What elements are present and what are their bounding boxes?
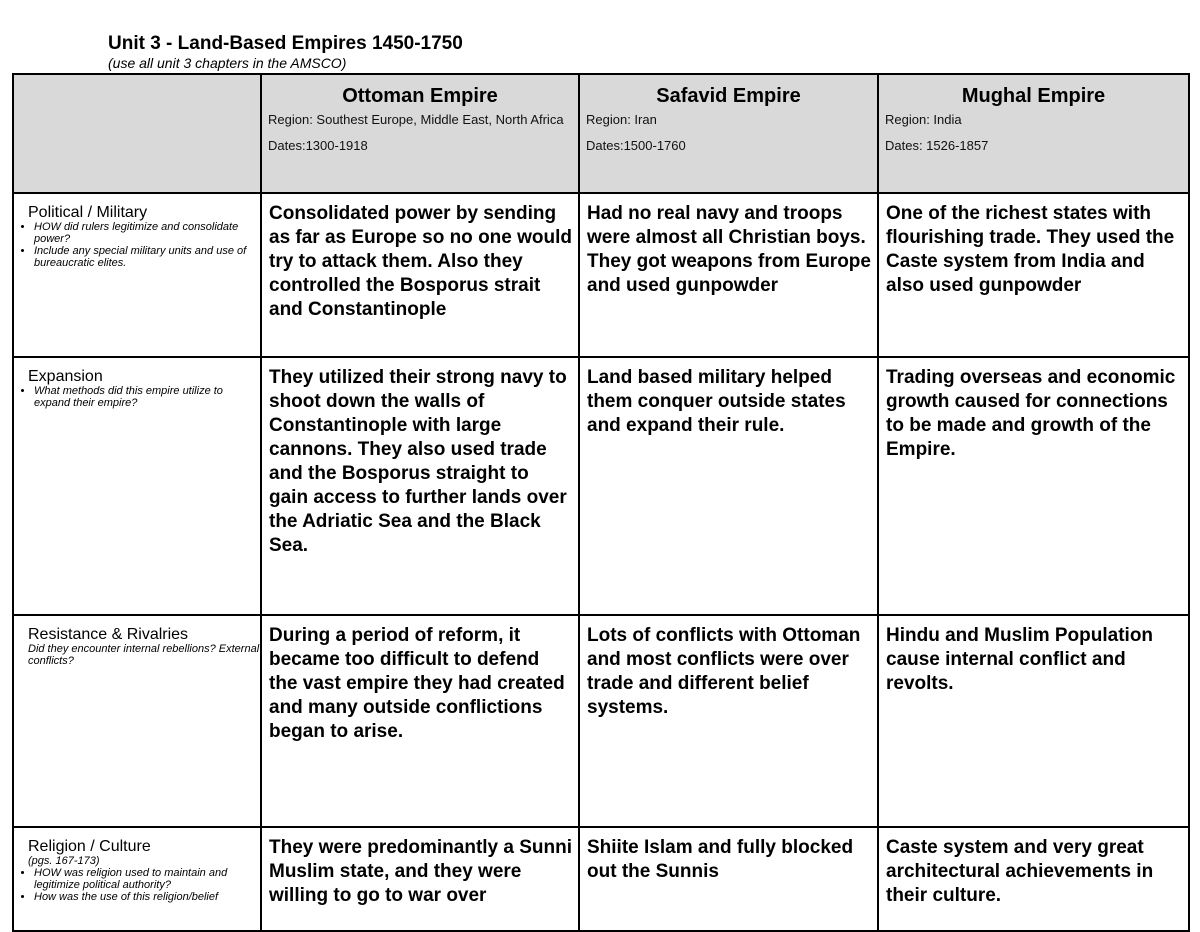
row-bullet: • What methods did this empire utilize to expand their empire? (34, 385, 260, 409)
row-title: Resistance & Rivalries (28, 626, 189, 643)
row-political-military (13, 193, 1189, 357)
row-title: Expansion (28, 368, 103, 385)
empire-comparison-table (12, 73, 1190, 932)
header-mughal (878, 74, 1189, 193)
row-bullets (14, 385, 260, 409)
answer-text: Lots of conflicts with Ottoman and most conflicts were over trade and different belief systems. (587, 625, 861, 718)
answer-text: Hindu and Muslim Population cause internal conflict and revolts. (886, 625, 1154, 694)
row-bullet: • HOW was religion used to maintain and legitimize political authority? (34, 867, 260, 891)
row-religion-culture (13, 827, 1189, 931)
answer-cell-mughal[interactable] (878, 193, 1189, 357)
answer-text: Caste system and very great architectural achievements in their culture. (886, 837, 1154, 906)
answer-text: During a period of reform, it became too difficult to defend the vast empire they had created and many outside conflictions began to arise. (269, 625, 565, 742)
answer-text: Land based military helped them conquer outside states and expand their rule. (587, 367, 846, 436)
answer-text: Had no real navy and troops were almost all Christian boys. They got weapons from Europe and used gunpowder (587, 203, 871, 296)
answer-cell-ottoman[interactable] (261, 827, 579, 931)
answer-cell-safavid[interactable] (579, 827, 878, 931)
row-label-cell (13, 357, 261, 615)
answer-text: One of the richest states with flourishing trade. They used the Caste system from India and also used gunpowder (886, 203, 1175, 296)
answer-cell-safavid[interactable] (579, 193, 878, 357)
answer-text: Shiite Islam and fully blocked out the Sunnis (587, 837, 854, 882)
empire-region: Region: Iran (586, 112, 657, 127)
empire-name: Mughal Empire (961, 85, 1106, 107)
row-title: Political / Military (28, 204, 148, 221)
empire-dates: Dates:1300-1918 (268, 138, 368, 153)
row-label-cell (13, 615, 261, 827)
empire-dates: Dates:1500-1760 (586, 138, 686, 153)
empire-region: Region: Southest Europe, Middle East, North Africa (268, 112, 564, 127)
header-safavid (579, 74, 878, 193)
row-bullet: • HOW did rulers legitimize and consolidate power? (34, 221, 260, 245)
empire-dates: Dates: 1526-1857 (885, 138, 989, 153)
answer-text: They were predominantly a Sunni Muslim state, and they were willing to go to war over (269, 837, 573, 906)
row-subtitle: (pgs. 167-173) (28, 855, 100, 867)
page-title: Unit 3 - Land-Based Empires 1450-1750 (108, 33, 463, 54)
answer-cell-safavid[interactable] (579, 357, 878, 615)
answer-cell-ottoman[interactable] (261, 357, 579, 615)
header-corner-cell (13, 74, 261, 193)
header-row (13, 74, 1189, 193)
row-bullets (14, 221, 260, 269)
header-ottoman (261, 74, 579, 193)
empire-name: Ottoman Empire (342, 85, 498, 107)
answer-text: Trading overseas and economic growth caused for connections to be made and growth of the Empire. (886, 367, 1176, 460)
answer-cell-mughal[interactable] (878, 827, 1189, 931)
row-resistance-rivalries (13, 615, 1189, 827)
empire-region: Region: India (885, 112, 962, 127)
answer-cell-mughal[interactable] (878, 615, 1189, 827)
answer-text: They utilized their strong navy to shoot down the walls of Constantinople with large cannons. They also used trade and the Bosporus straight to gain access to further lands over the Adriatic Sea and the Black Sea. (269, 367, 567, 556)
row-subtitle: Did they encounter internal rebellions? External conflicts? (28, 643, 260, 667)
empire-name: Safavid Empire (656, 85, 801, 107)
row-bullets (14, 867, 260, 903)
row-label-cell (13, 827, 261, 931)
page-subtitle: (use all unit 3 chapters in the AMSCO) (108, 55, 347, 71)
answer-cell-ottoman[interactable] (261, 193, 579, 357)
answer-cell-ottoman[interactable] (261, 615, 579, 827)
row-bullet: • Include any special military units and use of bureaucratic elites. (34, 245, 260, 269)
row-bullet: • How was the use of this religion/belief (34, 891, 260, 903)
answer-cell-mughal[interactable] (878, 357, 1189, 615)
row-title: Religion / Culture (28, 838, 151, 855)
answer-cell-safavid[interactable] (579, 615, 878, 827)
answer-text: Consolidated power by sending as far as Europe so no one would try to attack them. Also they controlled the Bosporus strait and Constantinople (269, 203, 572, 320)
row-expansion (13, 357, 1189, 615)
row-label-cell (13, 193, 261, 357)
